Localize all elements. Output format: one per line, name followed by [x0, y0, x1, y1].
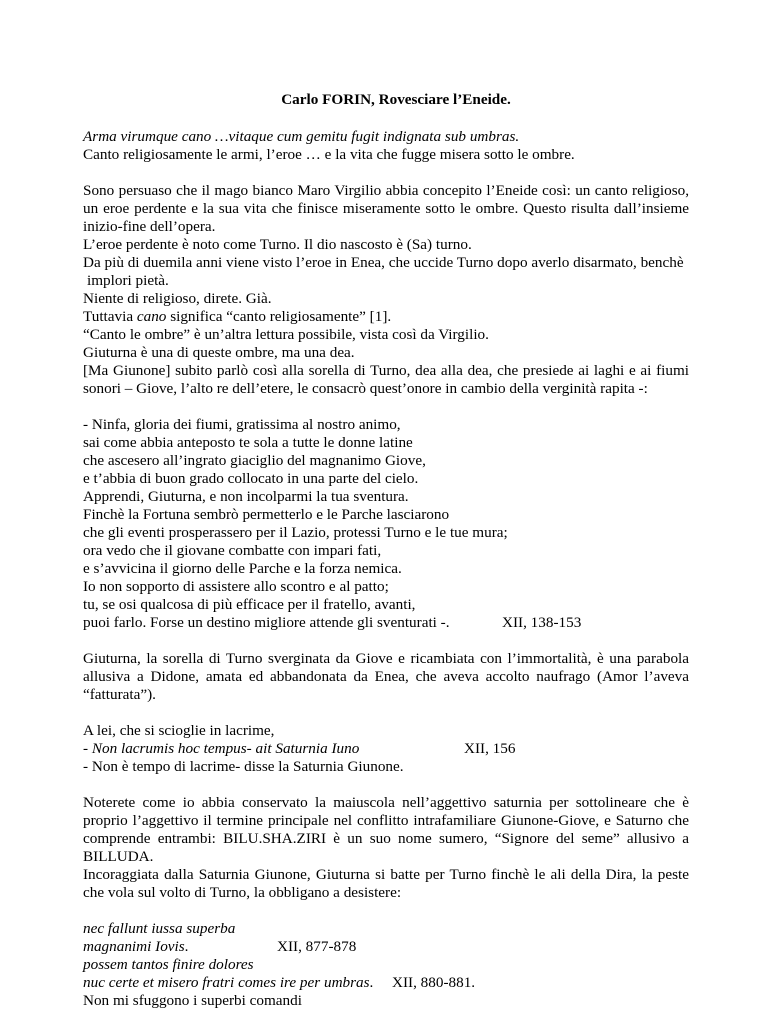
line-giuturna: Giuturna è una di queste ombre, ma una dea.	[83, 344, 355, 361]
poem-line: tu, se osi qualcosa di più efficace per il fratello, avanti,	[83, 596, 416, 613]
poem-line: sai come abbia anteposto te sola a tutte le donne latine	[83, 434, 413, 451]
lacrime-line-1: A lei, che si scioglie in lacrime,	[83, 722, 275, 739]
latin-reference-2: XII, 880-881.	[392, 974, 476, 991]
latin-line-3	[83, 956, 689, 974]
latin-line-4	[83, 974, 689, 992]
latin-text-4: nuc certe et misero fratri comes ire per umbras	[83, 974, 370, 991]
line-niente: Niente di religioso, direte. Già.	[83, 290, 272, 307]
cano-pre: Tuttavia	[83, 308, 137, 325]
document-title: Carlo FORIN, Rovesciare l’Eneide.	[281, 91, 511, 108]
lacrime-line-3: - Non è tempo di lacrime- disse la Saturnia Giunone.	[83, 758, 404, 775]
lacrime-line-2	[83, 740, 689, 758]
document-page	[83, 91, 689, 1010]
line-enea-2: implori pietà.	[87, 272, 169, 289]
poem-block	[83, 416, 689, 632]
latin-dot-2: .	[184, 938, 189, 955]
line-enea-1: Da più di duemila anni viene visto l’eroe in Enea, che uccide Turno dopo averlo disarmato, benchè	[83, 254, 684, 271]
epigraph-latin	[83, 128, 689, 146]
cano-word: cano	[136, 308, 167, 325]
poem-line: Io non sopporto di assistere allo scontro e al patto;	[83, 578, 389, 595]
line-cano	[83, 308, 689, 326]
poem-reference: XII, 138-153	[502, 614, 582, 631]
line-ombre: “Canto le ombre” è un’altra lettura possibile, vista così da Virgilio.	[83, 326, 489, 343]
poem-last-line	[83, 614, 689, 632]
cano-post: significa “canto religiosamente” [1].	[166, 308, 392, 325]
paragraph-saturnia: Noterete come io abbia conservato la maiuscola nell’aggettivo saturnia per sottolineare che è proprio l’aggettivo il termine principale nel conflitto intrafamiliare Giunone-Giove, e Saturno che comprende entrambi: BILU.SHA.ZIRI è un suo nome sumero, “Signore del seme” allusivo a BILLUDA.	[83, 794, 689, 865]
lacrime-latin: - Non lacrumis hoc tempus- ait Saturnia Iuno	[83, 740, 360, 757]
latin-dot-4: .	[369, 974, 374, 991]
latin-reference-1: XII, 877-878	[277, 938, 357, 955]
poem-line: e s’avvicina il giorno delle Parche e la forza nemica.	[83, 560, 402, 577]
poem-line: puoi farlo. Forse un destino migliore attende gli sventurati -.	[83, 614, 450, 631]
last-line: Non mi sfuggono i superbi comandi	[83, 992, 302, 1009]
paragraph-giunone: [Ma Giunone] subito parlò così alla sorella di Turno, dea alla dea, che presiede ai laghi e ai fiumi sonori – Giove, l’alto re dell’etere, le consacrò quest’onore in cambio della verginità rapita -:	[83, 362, 689, 397]
poem-line: e t’abbia di buon grado collocato in una parte del cielo.	[83, 470, 419, 487]
poem-line: che ascesero all’ingrato giaciglio del magnanimo Giove,	[83, 452, 426, 469]
lacrime-reference: XII, 156	[464, 740, 516, 757]
epigraph-translation: Canto religiosamente le armi, l’eroe … e la vita che fugge misera sotto le ombre.	[83, 146, 575, 163]
poem-line: Apprendi, Giuturna, e non incolparmi la tua sventura.	[83, 488, 409, 505]
line-turno: L’eroe perdente è noto come Turno. Il dio nascosto è (Sa) turno.	[83, 236, 472, 253]
epigraph-latin-text: Arma virumque cano …vitaque cum gemitu fugit indignata sub umbras.	[83, 128, 520, 145]
poem-line: - Ninfa, gloria dei fiumi, gratissima al nostro animo,	[83, 416, 401, 433]
paragraph-intro: Sono persuaso che il mago bianco Maro Virgilio abbia concepito l’Eneide così: un canto religioso, un eroe perdente e la sua vita che finisce miseramente sotto le ombre. Questo risulta dall’insieme inizio-fine dell’opera.	[83, 182, 689, 235]
poem-line: ora vedo che il giovane combatte con impari fati,	[83, 542, 382, 559]
poem-line: che gli eventi prosperassero per il Lazio, protessi Turno e le tue mura;	[83, 524, 508, 541]
latin-line-1	[83, 920, 689, 938]
latin-text-2: magnanimi Iovis	[83, 938, 185, 955]
latin-text-3: possem tantos finire dolores	[83, 956, 254, 973]
paragraph-didone: Giuturna, la sorella di Turno sverginata da Giove e ricambiata con l’immortalità, è una parabola allusiva a Didone, amata ed abbandonata da Enea, che aveva accolto naufrago (Amor l’aveva “fatturata”).	[83, 650, 689, 703]
poem-line: Finchè la Fortuna sembrò permetterlo e le Parche lasciarono	[83, 506, 450, 523]
latin-text-1: nec fallunt iussa superba	[83, 920, 236, 937]
paragraph-dira: Incoraggiata dalla Saturnia Giunone, Giuturna si batte per Turno finchè le ali della Dira, la peste che vola sul volto di Turno, la obbligano a desistere:	[83, 866, 689, 901]
latin-line-2	[83, 938, 689, 956]
